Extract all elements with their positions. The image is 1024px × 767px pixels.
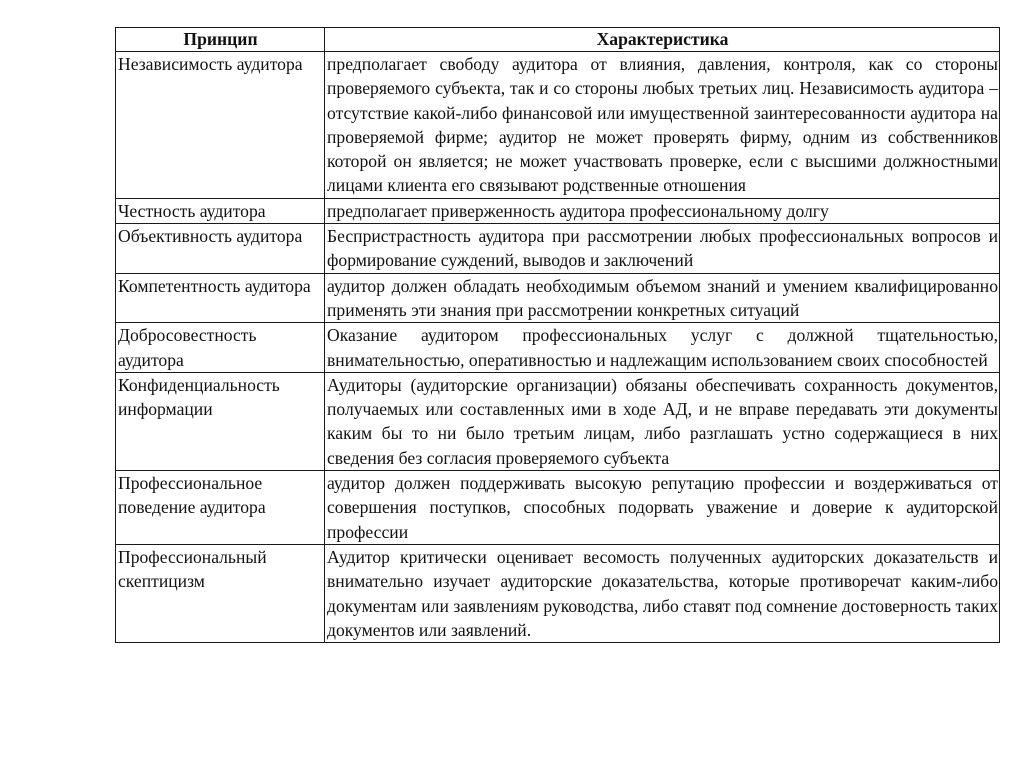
principle-cell: Добросовестность аудитора [116,323,325,373]
principle-cell: Профессиональный скептицизм [116,544,325,642]
characteristic-cell: Аудиторы (аудиторские организации) обязаны обеспечивать сохранность документов, получаемых или составленных ими в ходе АД, и не вправе передавать эти документы каким бы то ни было третьим лицам, либо разглашать устно содержащиеся в них сведения без согласия проверяемого субъекта [325,372,1000,470]
characteristic-cell: Оказание аудитором профессиональных услуг с должной тщательностью, внимательностью, оперативностью и надлежащим использованием своих способностей [325,323,1000,373]
table-header-row [116,28,1000,52]
audit-principles-table [115,27,1000,643]
characteristic-cell: предполагает свободу аудитора от влияния, давления, контроля, как со стороны проверяемого субъекта, так и со стороны любых третьих лиц. Независимость аудитора – отсутствие какой-либо финансовой или имущественной заинтересованности аудитора на проверяемой фирме; аудитор не может проверять фирму, одним из собственников которой он является; не может участвовать проверке, если с высшими должностными лицами клиента его связывают родственные отношения [325,52,1000,199]
table-row [116,224,1000,274]
table-row [116,198,1000,223]
characteristic-cell: аудитор должен обладать необходимым объемом знаний и умением квалифицированно применять эти знания при рассмотрении конкретных ситуаций [325,273,1000,323]
principle-cell: Независимость аудитора [116,52,325,199]
column-header-principle: Принцип [116,28,325,52]
characteristic-cell: Аудитор критически оценивает весомость полученных аудиторских доказательств и внимательно изучает аудиторские доказательства, которые противоречат каким-либо документам или заявлениям руководства, либо ставят под сомнение достоверность таких документов или заявлений. [325,544,1000,642]
characteristic-cell: предполагает приверженность аудитора профессиональному долгу [325,198,1000,223]
table-row [116,273,1000,323]
principle-cell: Конфиденциальность информации [116,372,325,470]
characteristic-cell: Беспристрастность аудитора при рассмотрении любых профессиональных вопросов и формирование суждений, выводов и заключений [325,224,1000,274]
table-row [116,323,1000,373]
characteristic-cell: аудитор должен поддерживать высокую репутацию профессии и воздерживаться от совершения поступков, способных подорвать уважение и доверие к аудиторской профессии [325,471,1000,545]
principle-cell: Объективность аудитора [116,224,325,274]
table-row [116,372,1000,470]
table-row [116,52,1000,199]
principle-cell: Компетентность аудитора [116,273,325,323]
principle-cell: Честность аудитора [116,198,325,223]
column-header-characteristic: Характеристика [325,28,1000,52]
table-row [116,471,1000,545]
table-row [116,544,1000,642]
principle-cell: Профессиональное поведение аудитора [116,471,325,545]
